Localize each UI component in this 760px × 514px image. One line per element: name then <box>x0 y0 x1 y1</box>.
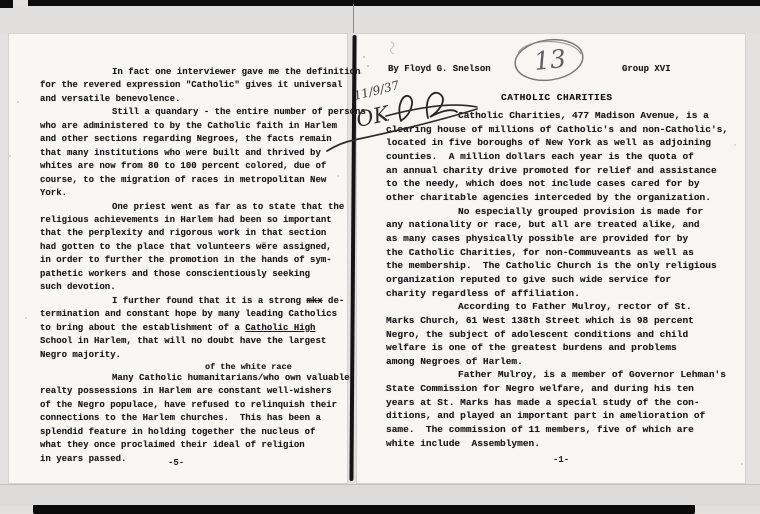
text-line: had gotten to the place that volunteers wëre assigned, <box>40 241 332 252</box>
text-line: counties. A million dollars each year is the quota of <box>386 150 694 162</box>
text-line: Catholic Charities, 477 Madison Avenue, is a <box>458 110 709 121</box>
text-line: Marks Church, 61 West 138th Street which is 98 percent <box>386 314 694 326</box>
text-line: and versatile benevolence. <box>40 93 181 104</box>
film-margin-bottom <box>0 484 760 506</box>
text-line: the Catholic Charities, for non-Commuveants as well as <box>386 246 694 258</box>
film-edge-corner <box>0 0 13 8</box>
text-line: to bring about the establishment of a Catholic High <box>40 322 316 333</box>
text-line: of the Negro populace, have refused to relinquish their <box>40 399 338 410</box>
text-line: pathetic workers and those conscientiously seeking <box>40 268 311 279</box>
text-line: Many Catholic humanitarians/who own valuable <box>112 372 350 383</box>
text-line: an annual charity drive promoted for relief and assistance <box>386 164 717 176</box>
text-line: welfare is one of the greatest burdens and problems <box>386 342 677 354</box>
text-line: I further found that it is a strong mkx de- <box>112 295 345 306</box>
text-line: for the revered expression "Catholic" gives it universal <box>40 80 343 91</box>
text-line: who are administered to by the Catholic faith in Harlem <box>40 120 338 131</box>
text-line: One priest went as far as to state that the <box>112 201 345 212</box>
text-line: such devotion. <box>40 282 116 293</box>
text-line: School in Harlem, that will no doubt have the largest <box>40 336 327 347</box>
film-margin-top <box>0 6 760 33</box>
text-line: in order to further the promotion in the hands of sym- <box>40 255 332 266</box>
text-line: what they once proclaimed their ideal of religion <box>40 440 305 451</box>
text-line: as many cases physically possible are provided for by <box>386 232 689 244</box>
approval-ok-text: OK <box>354 101 392 132</box>
film-edge-top <box>28 0 760 6</box>
paragraph <box>386 205 728 301</box>
text-line: Negro, the subject of adolescent conditions and child <box>386 328 689 340</box>
page-number-left: -5- <box>168 458 185 468</box>
text-line: clearing house of millions of Catholic's and non-Catholic's, <box>386 123 729 135</box>
page-number-right: -1- <box>553 455 570 465</box>
paragraph <box>40 295 366 362</box>
text-line: white include Assemblymen. <box>386 437 540 449</box>
text-line: State Commission for Negro welfare, and during his ten <box>386 383 694 395</box>
text-line: the membership. The Catholic Church is the only religious <box>386 260 717 272</box>
text-line: No especially grouped provision is made for <box>458 205 704 217</box>
page-gutter-extension <box>353 4 354 33</box>
page-title: CATHOLIC CHARITIES <box>501 92 613 103</box>
text-line: ditions, and played an important part in amelioration of <box>386 410 706 422</box>
text-line: splendid feature in holding together the nucleus of <box>40 426 316 437</box>
film-edge-bottom <box>33 505 695 514</box>
text-line: religious achievements in Harlem had been so important <box>40 214 332 225</box>
text-line: same. The commission of 11 members, five of which are <box>386 424 694 436</box>
paragraph <box>386 368 728 450</box>
text-line: charity regardless of affiliation. <box>386 287 580 299</box>
text-line: York. <box>40 188 68 199</box>
paragraph <box>40 201 366 295</box>
text-line: Negro majority. <box>40 349 122 360</box>
text-line: whites are now from 80 to 100 percent colored, due of <box>40 161 327 172</box>
paragraph <box>40 106 366 200</box>
paragraph <box>386 300 728 368</box>
text-line: According to Father Mulroy, rector of St. <box>458 301 692 313</box>
group-label: Group XVI <box>622 64 671 74</box>
text-line: among Negroes of Harlem. <box>386 355 523 367</box>
paragraph <box>386 109 728 205</box>
text-line: located in five boroughs of New York as well as adjoining <box>386 137 711 149</box>
paragraph <box>40 362 366 466</box>
text-line: Father Mulroy, is a member of Governor Lehman's <box>458 369 726 381</box>
text-line: that the perplexity and rigorous work in that section <box>40 228 327 239</box>
text-line: that many institutions who were built and thrived by <box>40 147 321 158</box>
circled-number-text: 13 <box>532 43 568 76</box>
text-line: connections to the Harlem churches. This has been a <box>40 413 321 424</box>
byline: By Floyd G. Snelson <box>388 64 491 74</box>
interline-insertion: of the white race <box>205 361 292 372</box>
left-page-text <box>40 66 366 466</box>
text-line: any nationality or race, but all are treated alike, and <box>386 219 700 231</box>
text-line: Still a quandary - the entire number of persons <box>112 107 366 118</box>
text-line: other charitable agencies interceded by the organization. <box>386 191 711 203</box>
paragraph <box>40 66 366 106</box>
text-line: In fact one interviewer gave me the definition <box>112 67 361 77</box>
text-line: and other sections regarding Negroes, the facts remain <box>40 134 332 145</box>
text-line: organization reputed to give such wide service for <box>386 273 672 285</box>
text-line: realty possessions in Harlem are constant well-wishers <box>40 386 332 397</box>
text-line: years at St. Marks has made a special study of the con- <box>386 396 700 408</box>
text-line: course, to the migration of races in metropolitan New <box>40 174 327 185</box>
handwritten-date: 11/9/37 <box>352 78 401 103</box>
text-line: to the needy, which does not include cases cared for by <box>386 178 700 190</box>
text-line: termination and constant hope by many leading Catholics <box>40 309 338 320</box>
text-line: in years passed. <box>40 453 127 464</box>
right-page-text <box>386 109 728 450</box>
